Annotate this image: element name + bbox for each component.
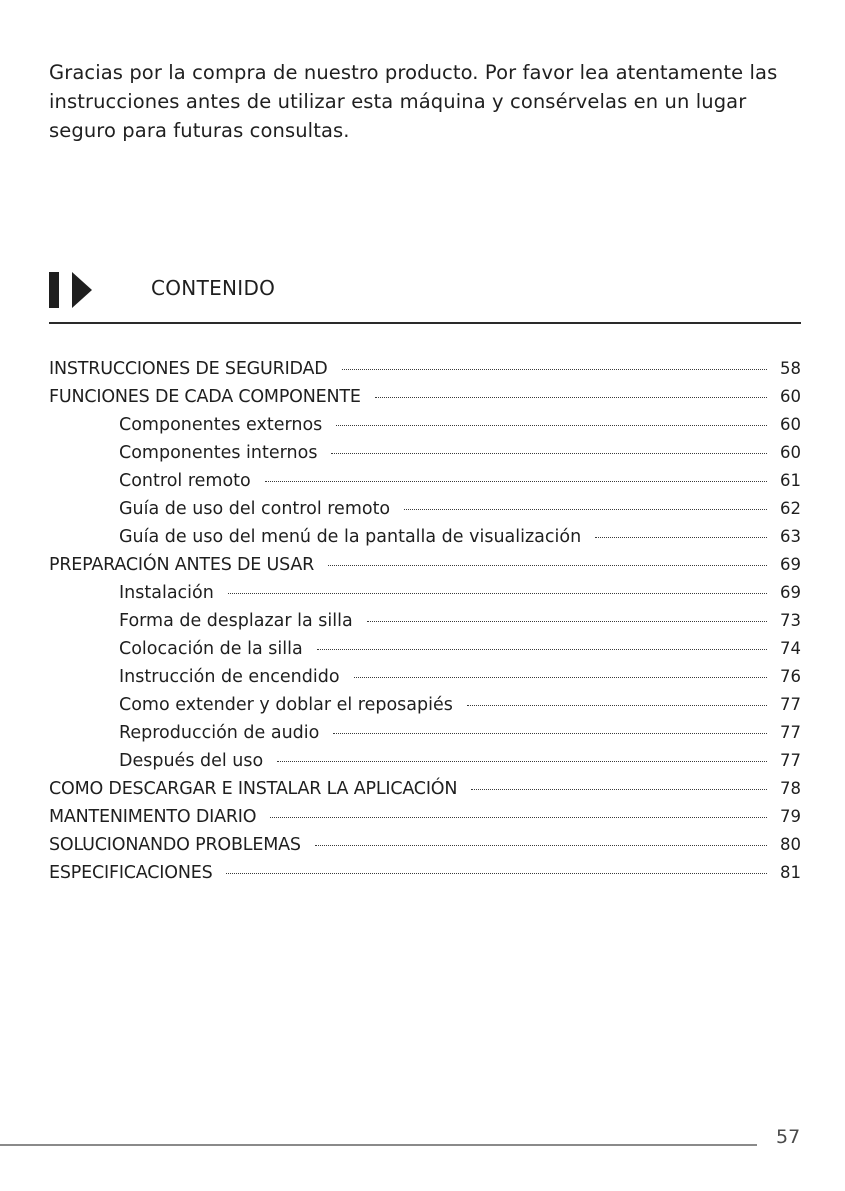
dot-leader	[595, 537, 767, 538]
toc-entry-title: Forma de desplazar la silla	[119, 611, 353, 631]
toc-entry[interactable]	[49, 579, 801, 607]
toc-entry-title: Instalación	[119, 583, 214, 603]
dot-leader	[471, 789, 767, 790]
toc-entry-page: 69	[780, 583, 801, 602]
toc-entry-page: 80	[780, 835, 801, 854]
toc-entry-title: PREPARACIÓN ANTES DE USAR	[49, 555, 315, 575]
toc-entry-page: 58	[780, 359, 801, 378]
dot-leader	[467, 705, 767, 706]
table-of-contents	[49, 355, 801, 887]
toc-entry-page: 76	[780, 667, 801, 686]
toc-entry-page: 77	[780, 695, 801, 714]
toc-entry-page: 69	[780, 555, 801, 574]
footer-divider	[0, 1144, 757, 1146]
toc-entry-title: Reproducción de audio	[119, 723, 320, 743]
toc-entry-page: 81	[780, 863, 801, 882]
toc-entry-title: Componentes internos	[119, 443, 318, 463]
toc-entry[interactable]	[49, 551, 801, 579]
toc-entry-page: 79	[780, 807, 801, 826]
toc-entry-page: 62	[780, 499, 801, 518]
toc-entry[interactable]	[49, 495, 801, 523]
dot-leader	[354, 677, 767, 678]
dot-leader	[331, 453, 767, 454]
toc-entry[interactable]	[49, 803, 801, 831]
toc-entry[interactable]	[49, 663, 801, 691]
play-marker-icon	[49, 272, 93, 308]
toc-entry-title: Control remoto	[119, 471, 251, 491]
dot-leader	[270, 817, 767, 818]
toc-entry-title: Después del uso	[119, 751, 264, 771]
dot-leader	[228, 593, 767, 594]
toc-entry[interactable]	[49, 831, 801, 859]
dot-leader	[375, 397, 767, 398]
toc-entry[interactable]	[49, 439, 801, 467]
toc-entry[interactable]	[49, 635, 801, 663]
toc-entry-title: COMO DESCARGAR E INSTALAR LA APLICACIÓN	[49, 779, 458, 799]
toc-entry-page: 77	[780, 751, 801, 770]
toc-entry[interactable]	[49, 775, 801, 803]
toc-entry-page: 61	[780, 471, 801, 490]
dot-leader	[367, 621, 767, 622]
dot-leader	[277, 761, 767, 762]
toc-entry-page: 60	[780, 443, 801, 462]
toc-entry-title: Instrucción de encendido	[119, 667, 340, 687]
toc-entry-page: 73	[780, 611, 801, 630]
toc-entry[interactable]	[49, 411, 801, 439]
dot-leader	[265, 481, 767, 482]
intro-paragraph: Gracias por la compra de nuestro producto. Por favor lea atentamente las instrucciones antes de utilizar esta máquina y consérvelas en un lugar seguro para futuras consultas.	[49, 60, 778, 142]
dot-leader	[317, 649, 767, 650]
toc-entry-title: Guía de uso del control remoto	[119, 499, 391, 519]
toc-entry[interactable]	[49, 859, 801, 887]
toc-entry-title: FUNCIONES DE CADA COMPONENTE	[49, 387, 361, 407]
contents-header	[49, 270, 801, 310]
toc-entry-page: 78	[780, 779, 801, 798]
toc-entry[interactable]	[49, 747, 801, 775]
toc-entry-title: ESPECIFICACIONES	[49, 863, 213, 883]
contents-title: CONTENIDO	[151, 276, 276, 300]
dot-leader	[336, 425, 767, 426]
toc-entry-title: Guía de uso del menú de la pantalla de visualización	[119, 527, 582, 547]
page-number: 57	[776, 1126, 801, 1148]
dot-leader	[404, 509, 767, 510]
toc-entry-page: 60	[780, 415, 801, 434]
dot-leader	[333, 733, 767, 734]
toc-entry[interactable]	[49, 383, 801, 411]
toc-entry-title: Componentes externos	[119, 415, 323, 435]
toc-entry-title: INSTRUCCIONES DE SEGURIDAD	[49, 359, 328, 379]
toc-entry-page: 77	[780, 723, 801, 742]
toc-entry[interactable]	[49, 691, 801, 719]
toc-entry-title: Colocación de la silla	[119, 639, 303, 659]
toc-entry-title: MANTENIMENTO DIARIO	[49, 807, 257, 827]
toc-entry-title: SOLUCIONANDO PROBLEMAS	[49, 835, 301, 855]
toc-entry[interactable]	[49, 467, 801, 495]
header-divider	[49, 322, 801, 324]
toc-entry-page: 74	[780, 639, 801, 658]
toc-entry[interactable]	[49, 719, 801, 747]
dot-leader	[342, 369, 767, 370]
toc-entry-page: 63	[780, 527, 801, 546]
toc-entry-page: 60	[780, 387, 801, 406]
dot-leader	[315, 845, 767, 846]
toc-entry[interactable]	[49, 523, 801, 551]
dot-leader	[226, 873, 767, 874]
toc-entry[interactable]	[49, 607, 801, 635]
toc-entry-title: Como extender y doblar el reposapiés	[119, 695, 453, 715]
toc-entry[interactable]	[49, 355, 801, 383]
dot-leader	[328, 565, 767, 566]
